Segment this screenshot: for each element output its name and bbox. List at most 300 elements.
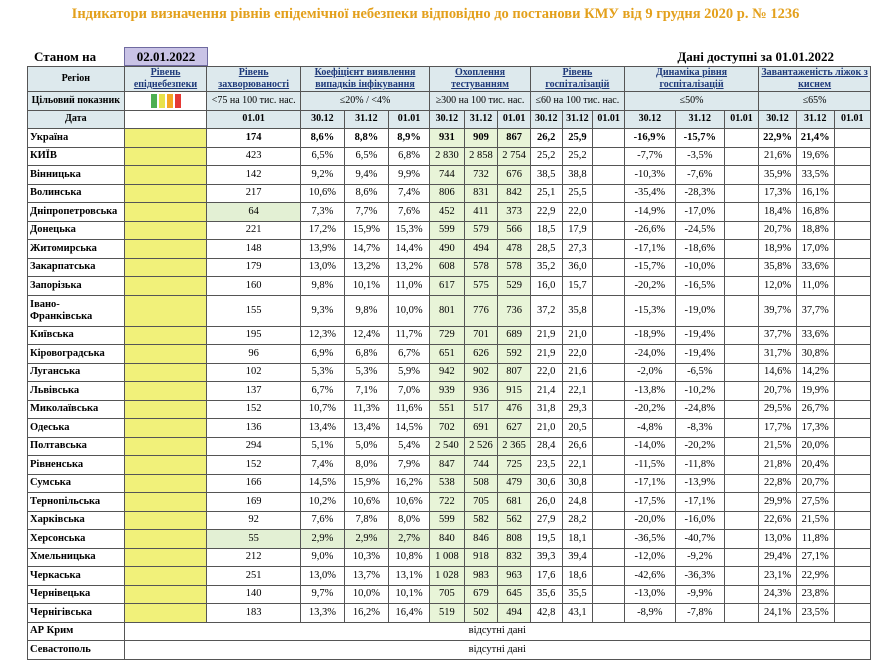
value-cell: 24,1% bbox=[759, 604, 797, 623]
value-cell: 92 bbox=[207, 511, 301, 530]
value-cell: 29,3 bbox=[562, 400, 593, 419]
value-cell: 529 bbox=[498, 277, 531, 296]
value-cell: 5,4% bbox=[388, 437, 429, 456]
value-cell: 7,9% bbox=[388, 456, 429, 475]
value-cell: 566 bbox=[498, 221, 531, 240]
value-cell: 9,4% bbox=[344, 166, 388, 185]
level-indicator-cell bbox=[124, 363, 207, 382]
region-name[interactable]: Закарпатська bbox=[28, 258, 125, 277]
value-cell: 627 bbox=[498, 419, 531, 438]
table-row bbox=[28, 295, 871, 326]
value-cell: -7,6% bbox=[675, 166, 724, 185]
value-cell: 183 bbox=[207, 604, 301, 623]
value-cell: 18,8% bbox=[796, 221, 834, 240]
region-name[interactable]: Харківська bbox=[28, 511, 125, 530]
value-cell: -4,8% bbox=[624, 419, 675, 438]
date-header-cell: 30.12 bbox=[759, 110, 797, 129]
level-green-swatch bbox=[151, 94, 157, 108]
value-cell bbox=[593, 567, 625, 586]
value-cell: 7,0% bbox=[388, 382, 429, 401]
value-cell: 29,9% bbox=[759, 493, 797, 512]
value-cell: 22,8% bbox=[759, 474, 797, 493]
value-cell: 7,3% bbox=[300, 203, 344, 222]
value-cell: 155 bbox=[207, 295, 301, 326]
value-cell bbox=[834, 419, 870, 438]
value-cell: -11,8% bbox=[675, 456, 724, 475]
value-cell: 7,1% bbox=[344, 382, 388, 401]
value-cell: -7,7% bbox=[624, 147, 675, 166]
value-cell bbox=[593, 530, 625, 549]
value-cell: 20,4% bbox=[796, 456, 834, 475]
region-name[interactable]: Кіровоградська bbox=[28, 345, 125, 364]
value-cell: -8,3% bbox=[675, 419, 724, 438]
value-cell bbox=[593, 548, 625, 567]
value-cell: 18,6 bbox=[562, 567, 593, 586]
value-cell: 39,4 bbox=[562, 548, 593, 567]
date-header-cell: 30.12 bbox=[430, 110, 465, 129]
level-indicator-cell bbox=[124, 548, 207, 567]
value-cell: 26,6 bbox=[562, 437, 593, 456]
value-cell: 10,6% bbox=[388, 493, 429, 512]
value-cell: 676 bbox=[498, 166, 531, 185]
value-cell: 11,3% bbox=[344, 400, 388, 419]
value-cell: 452 bbox=[430, 203, 465, 222]
value-cell bbox=[593, 258, 625, 277]
no-data-cell: відсутні дані bbox=[124, 622, 870, 641]
value-cell: 22,1 bbox=[562, 456, 593, 475]
value-cell: 38,5 bbox=[530, 166, 562, 185]
value-cell: 169 bbox=[207, 493, 301, 512]
region-name[interactable]: Дніпропетровська bbox=[28, 203, 125, 222]
value-cell: 808 bbox=[498, 530, 531, 549]
value-cell: 14,4% bbox=[388, 240, 429, 259]
value-cell: 373 bbox=[498, 203, 531, 222]
value-cell: 221 bbox=[207, 221, 301, 240]
date-level-empty bbox=[124, 110, 207, 129]
value-cell: 21,0 bbox=[530, 419, 562, 438]
region-name[interactable]: Тернопільська bbox=[28, 493, 125, 512]
region-name[interactable]: Рівненська bbox=[28, 456, 125, 475]
value-cell: 13,2% bbox=[344, 258, 388, 277]
value-cell bbox=[834, 456, 870, 475]
value-cell: -36,5% bbox=[624, 530, 675, 549]
value-cell: 8,0% bbox=[344, 456, 388, 475]
value-cell: 25,9 bbox=[562, 129, 593, 148]
value-cell: -8,9% bbox=[624, 604, 675, 623]
value-cell: -15,7% bbox=[675, 129, 724, 148]
value-cell bbox=[834, 203, 870, 222]
value-cell: 140 bbox=[207, 585, 301, 604]
value-cell: 691 bbox=[464, 419, 498, 438]
value-cell: 681 bbox=[498, 493, 531, 512]
value-cell bbox=[593, 203, 625, 222]
data-available-note: Дані доступні за 01.01.2022 bbox=[677, 49, 834, 64]
value-cell bbox=[834, 221, 870, 240]
table-row bbox=[28, 548, 871, 567]
region-name[interactable]: Миколаївська bbox=[28, 400, 125, 419]
no-data-cell: відсутні дані bbox=[124, 641, 870, 660]
level-indicator-cell bbox=[124, 147, 207, 166]
value-cell: 20,7% bbox=[759, 382, 797, 401]
value-cell bbox=[834, 363, 870, 382]
value-cell: 35,8 bbox=[562, 295, 593, 326]
region-name[interactable]: Київська bbox=[28, 326, 125, 345]
value-cell: 11,0% bbox=[388, 277, 429, 296]
table-row bbox=[28, 437, 871, 456]
value-cell bbox=[834, 277, 870, 296]
value-cell: 5,0% bbox=[344, 437, 388, 456]
value-cell: 10,0% bbox=[388, 295, 429, 326]
value-cell: 13,7% bbox=[344, 567, 388, 586]
value-cell: 294 bbox=[207, 437, 301, 456]
table-row bbox=[28, 382, 871, 401]
value-cell: 8,0% bbox=[388, 511, 429, 530]
value-cell: 28,4 bbox=[530, 437, 562, 456]
value-cell: 582 bbox=[464, 511, 498, 530]
value-cell: 16,4% bbox=[388, 604, 429, 623]
value-cell: 599 bbox=[430, 221, 465, 240]
value-cell: 21,0 bbox=[562, 326, 593, 345]
value-cell: 19,6% bbox=[796, 147, 834, 166]
value-cell bbox=[724, 147, 758, 166]
level-indicator-cell bbox=[124, 456, 207, 475]
region-name[interactable]: Волинська bbox=[28, 184, 125, 203]
value-cell: 23,5% bbox=[796, 604, 834, 623]
value-cell bbox=[834, 240, 870, 259]
region-name[interactable]: Луганська bbox=[28, 363, 125, 382]
value-cell: 17,0% bbox=[796, 240, 834, 259]
value-cell bbox=[724, 456, 758, 475]
value-cell: 18,9% bbox=[759, 240, 797, 259]
value-cell: 5,9% bbox=[388, 363, 429, 382]
value-cell: 217 bbox=[207, 184, 301, 203]
table-row bbox=[28, 166, 871, 185]
value-cell bbox=[724, 345, 758, 364]
table-row bbox=[28, 203, 871, 222]
table-row bbox=[28, 493, 871, 512]
level-indicator-cell bbox=[124, 295, 207, 326]
value-cell bbox=[834, 493, 870, 512]
value-cell bbox=[834, 567, 870, 586]
level-indicator-cell bbox=[124, 129, 207, 148]
value-cell: 195 bbox=[207, 326, 301, 345]
value-cell bbox=[724, 493, 758, 512]
value-cell: 931 bbox=[430, 129, 465, 148]
value-cell: 24,8 bbox=[562, 493, 593, 512]
value-cell: 9,7% bbox=[300, 585, 344, 604]
detection-target: ≤20% / <4% bbox=[300, 92, 429, 111]
value-cell: 9,3% bbox=[300, 295, 344, 326]
value-cell bbox=[593, 166, 625, 185]
value-cell bbox=[834, 585, 870, 604]
value-cell: 152 bbox=[207, 456, 301, 475]
value-cell: 16,2% bbox=[344, 604, 388, 623]
value-cell: 102 bbox=[207, 363, 301, 382]
value-cell: 2 830 bbox=[430, 147, 465, 166]
value-cell bbox=[724, 258, 758, 277]
value-cell: 6,7% bbox=[300, 382, 344, 401]
region-name[interactable]: Чернігівська bbox=[28, 604, 125, 623]
value-cell: 166 bbox=[207, 474, 301, 493]
header-indicator: Цільовий показник bbox=[28, 92, 125, 111]
value-cell bbox=[834, 530, 870, 549]
value-cell bbox=[724, 585, 758, 604]
table-row bbox=[28, 567, 871, 586]
value-cell: 37,7% bbox=[796, 295, 834, 326]
value-cell: -26,6% bbox=[624, 221, 675, 240]
region-name[interactable]: Сумська bbox=[28, 474, 125, 493]
value-cell: 16,0 bbox=[530, 277, 562, 296]
value-cell: 722 bbox=[430, 493, 465, 512]
value-cell: 842 bbox=[498, 184, 531, 203]
value-cell: 22,0 bbox=[562, 345, 593, 364]
as-of-label: Станом на bbox=[34, 49, 97, 64]
date-header-cell: 01.01 bbox=[834, 110, 870, 129]
value-cell: 13,9% bbox=[300, 240, 344, 259]
value-cell: 27,5% bbox=[796, 493, 834, 512]
value-cell: 725 bbox=[498, 456, 531, 475]
value-cell: 983 bbox=[464, 567, 498, 586]
value-cell: -16,5% bbox=[675, 277, 724, 296]
value-cell: -16,9% bbox=[624, 129, 675, 148]
value-cell: -17,1% bbox=[675, 493, 724, 512]
table-row bbox=[28, 326, 871, 345]
region-name[interactable]: Чернівецька bbox=[28, 585, 125, 604]
value-cell: 10,6% bbox=[344, 493, 388, 512]
region-name[interactable]: Житомирська bbox=[28, 240, 125, 259]
region-name[interactable]: Запорізька bbox=[28, 277, 125, 296]
value-cell: 25,2 bbox=[562, 147, 593, 166]
value-cell: 847 bbox=[430, 456, 465, 475]
date-header-cell: 30.12 bbox=[530, 110, 562, 129]
value-cell: 2 540 bbox=[430, 437, 465, 456]
value-cell: 13,0% bbox=[300, 258, 344, 277]
region-name[interactable]: Севастополь bbox=[28, 641, 125, 660]
value-cell: 490 bbox=[430, 240, 465, 259]
header-dynamics: Динаміка рівня госпіталізацій bbox=[624, 67, 758, 92]
value-cell: 13,0% bbox=[300, 567, 344, 586]
value-cell: 22,9% bbox=[759, 129, 797, 148]
value-cell: 152 bbox=[207, 400, 301, 419]
value-cell: 479 bbox=[498, 474, 531, 493]
value-cell bbox=[724, 221, 758, 240]
value-cell: -10,0% bbox=[675, 258, 724, 277]
value-cell bbox=[593, 437, 625, 456]
value-cell: 26,2 bbox=[530, 129, 562, 148]
level-indicator-cell bbox=[124, 419, 207, 438]
value-cell bbox=[593, 277, 625, 296]
value-cell: 42,8 bbox=[530, 604, 562, 623]
value-cell: 31,8 bbox=[530, 400, 562, 419]
region-name[interactable]: Донецька bbox=[28, 221, 125, 240]
value-cell bbox=[724, 530, 758, 549]
date-header-cell: 30.12 bbox=[300, 110, 344, 129]
value-cell: 15,9% bbox=[344, 221, 388, 240]
value-cell: 846 bbox=[464, 530, 498, 549]
value-cell: -9,2% bbox=[675, 548, 724, 567]
value-cell: 64 bbox=[207, 203, 301, 222]
value-cell: 508 bbox=[464, 474, 498, 493]
value-cell: 2,9% bbox=[300, 530, 344, 549]
region-name[interactable]: Івано-Франківська bbox=[28, 295, 125, 326]
value-cell: 18,5 bbox=[530, 221, 562, 240]
value-cell: 918 bbox=[464, 548, 498, 567]
table-row bbox=[28, 511, 871, 530]
value-cell: -10,2% bbox=[675, 382, 724, 401]
value-cell: -24,8% bbox=[675, 400, 724, 419]
value-cell: -17,1% bbox=[624, 474, 675, 493]
value-cell: 9,0% bbox=[300, 548, 344, 567]
region-name[interactable]: АР Крим bbox=[28, 622, 125, 641]
value-cell: 689 bbox=[498, 326, 531, 345]
value-cell: -13,9% bbox=[675, 474, 724, 493]
level-indicator-cell bbox=[124, 345, 207, 364]
table-row bbox=[28, 530, 871, 549]
value-cell bbox=[834, 437, 870, 456]
value-cell: -14,0% bbox=[624, 437, 675, 456]
value-cell: 14,2% bbox=[796, 363, 834, 382]
value-cell bbox=[593, 585, 625, 604]
date-header-cell: 31.12 bbox=[675, 110, 724, 129]
value-cell bbox=[834, 326, 870, 345]
date-header-cell: 31.12 bbox=[464, 110, 498, 129]
value-cell bbox=[834, 184, 870, 203]
value-cell: 43,1 bbox=[562, 604, 593, 623]
value-cell: 6,7% bbox=[388, 345, 429, 364]
value-cell: -2,0% bbox=[624, 363, 675, 382]
value-cell: -11,5% bbox=[624, 456, 675, 475]
value-cell: 2,9% bbox=[344, 530, 388, 549]
value-cell bbox=[593, 382, 625, 401]
region-name[interactable]: Україна bbox=[28, 129, 125, 148]
value-cell: 11,6% bbox=[388, 400, 429, 419]
header-region: Регіон bbox=[28, 67, 125, 92]
value-cell: 21,5% bbox=[796, 511, 834, 530]
as-of-date[interactable]: 02.01.2022 bbox=[124, 47, 208, 66]
region-name[interactable]: Одеська bbox=[28, 419, 125, 438]
value-cell: 35,5 bbox=[562, 585, 593, 604]
incidence-target: <75 на 100 тис. нас. bbox=[207, 92, 301, 111]
date-header-cell: 31.12 bbox=[344, 110, 388, 129]
value-cell: 5,1% bbox=[300, 437, 344, 456]
level-colors-cell bbox=[124, 92, 207, 111]
value-cell bbox=[834, 295, 870, 326]
value-cell bbox=[724, 326, 758, 345]
value-cell: 8,6% bbox=[344, 184, 388, 203]
level-indicator-cell bbox=[124, 382, 207, 401]
value-cell: 942 bbox=[430, 363, 465, 382]
level-indicator-cell bbox=[124, 437, 207, 456]
value-cell: 519 bbox=[430, 604, 465, 623]
value-cell: 5,3% bbox=[344, 363, 388, 382]
value-cell: 25,5 bbox=[562, 184, 593, 203]
value-cell: 23,8% bbox=[796, 585, 834, 604]
value-cell: 30,8 bbox=[562, 474, 593, 493]
value-cell: 16,8% bbox=[796, 203, 834, 222]
header-date: Дата bbox=[28, 110, 125, 129]
value-cell: 18,4% bbox=[759, 203, 797, 222]
value-cell: 28,2 bbox=[562, 511, 593, 530]
value-cell: 7,4% bbox=[388, 184, 429, 203]
region-name[interactable]: Львівська bbox=[28, 382, 125, 401]
value-cell: 33,5% bbox=[796, 166, 834, 185]
value-cell: 35,6 bbox=[530, 585, 562, 604]
level-indicator-cell bbox=[124, 493, 207, 512]
value-cell: 744 bbox=[430, 166, 465, 185]
value-cell: 732 bbox=[464, 166, 498, 185]
value-cell: 27,1% bbox=[796, 548, 834, 567]
value-cell: -20,2% bbox=[675, 437, 724, 456]
value-cell: 23,5 bbox=[530, 456, 562, 475]
level-indicator-cell bbox=[124, 221, 207, 240]
level-indicator-cell bbox=[124, 277, 207, 296]
value-cell: 807 bbox=[498, 363, 531, 382]
value-cell bbox=[834, 166, 870, 185]
value-cell: 17,2% bbox=[300, 221, 344, 240]
region-name[interactable]: Хмельницька bbox=[28, 548, 125, 567]
value-cell: 16,2% bbox=[388, 474, 429, 493]
region-name[interactable]: Полтавська bbox=[28, 437, 125, 456]
level-yellow-swatch bbox=[159, 94, 165, 108]
testing-target: ≥300 на 100 тис. нас. bbox=[430, 92, 531, 111]
value-cell bbox=[593, 129, 625, 148]
value-cell: -15,3% bbox=[624, 295, 675, 326]
region-name[interactable]: Вінницька bbox=[28, 166, 125, 185]
level-indicator-cell bbox=[124, 585, 207, 604]
table-row bbox=[28, 363, 871, 382]
value-cell: 31,7% bbox=[759, 345, 797, 364]
value-cell: -14,9% bbox=[624, 203, 675, 222]
value-cell: 702 bbox=[430, 419, 465, 438]
value-cell: -20,2% bbox=[624, 400, 675, 419]
value-cell bbox=[834, 511, 870, 530]
value-cell: 20,0% bbox=[796, 437, 834, 456]
date-header-cell: 01.01 bbox=[498, 110, 531, 129]
region-name[interactable]: Черкаська bbox=[28, 567, 125, 586]
value-cell: 37,2 bbox=[530, 295, 562, 326]
value-cell: 8,8% bbox=[344, 129, 388, 148]
value-cell: 651 bbox=[430, 345, 465, 364]
value-cell: -40,7% bbox=[675, 530, 724, 549]
value-cell: 599 bbox=[430, 511, 465, 530]
region-name[interactable]: КИЇВ bbox=[28, 147, 125, 166]
value-cell bbox=[724, 382, 758, 401]
value-cell: 736 bbox=[498, 295, 531, 326]
level-indicator-cell bbox=[124, 203, 207, 222]
value-cell: 608 bbox=[430, 258, 465, 277]
value-cell: 13,1% bbox=[388, 567, 429, 586]
value-cell: 142 bbox=[207, 166, 301, 185]
value-cell: 96 bbox=[207, 345, 301, 364]
value-cell bbox=[593, 184, 625, 203]
value-cell: 17,9 bbox=[562, 221, 593, 240]
value-cell bbox=[593, 604, 625, 623]
value-cell: 16,1% bbox=[796, 184, 834, 203]
value-cell: 10,1% bbox=[344, 277, 388, 296]
value-cell: 867 bbox=[498, 129, 531, 148]
value-cell: 8,6% bbox=[300, 129, 344, 148]
value-cell: 38,8 bbox=[562, 166, 593, 185]
region-name[interactable]: Херсонська bbox=[28, 530, 125, 549]
header-detection: Коефіцієнт виявлення випадків інфікування bbox=[300, 67, 429, 92]
level-red-swatch bbox=[175, 94, 181, 108]
value-cell: 12,0% bbox=[759, 277, 797, 296]
value-cell: 14,5% bbox=[300, 474, 344, 493]
table-row bbox=[28, 258, 871, 277]
value-cell: 20,5 bbox=[562, 419, 593, 438]
value-cell: 7,6% bbox=[300, 511, 344, 530]
value-cell: -19,4% bbox=[675, 326, 724, 345]
